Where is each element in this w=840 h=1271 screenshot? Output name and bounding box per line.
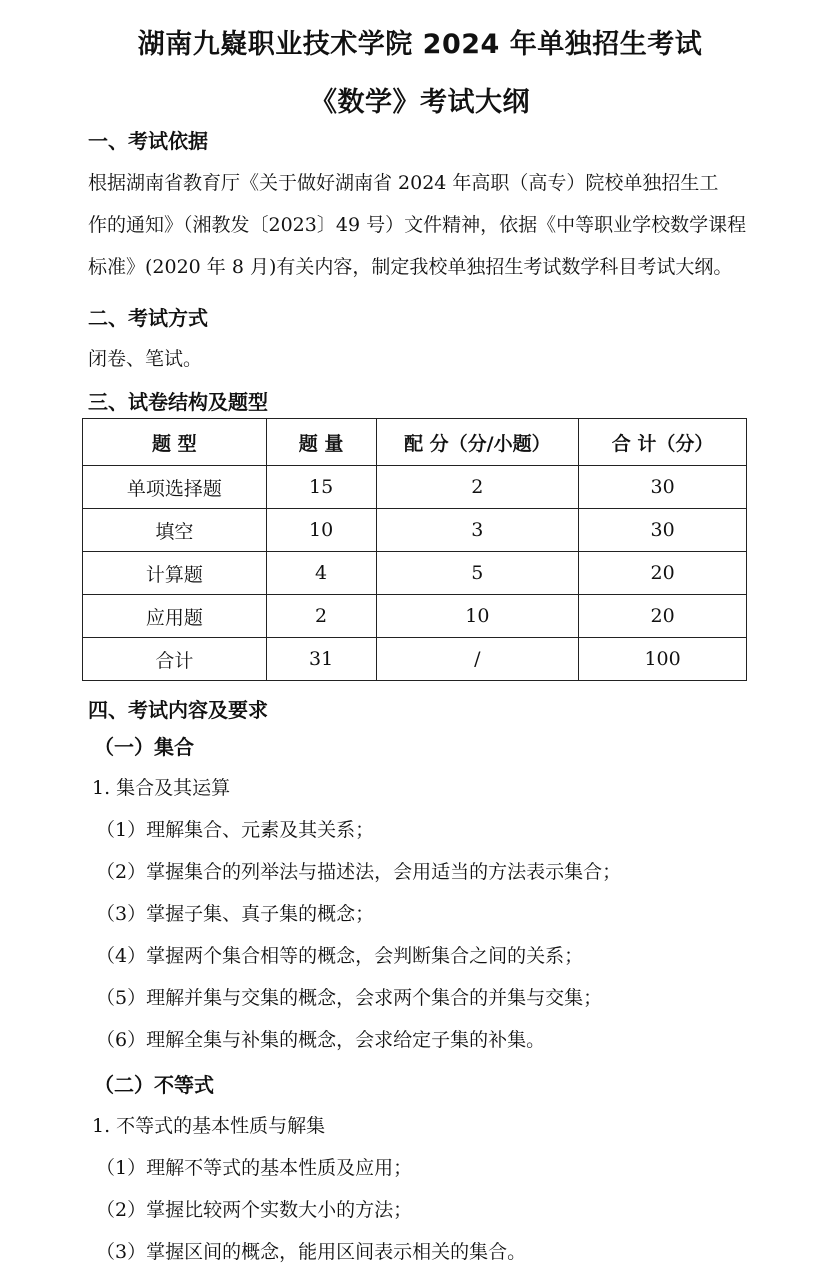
list-item: （2）掌握集合的列举法与描述法，会用适当的方法表示集合； [96,861,622,883]
table-cell: 单项选择题 [83,466,267,509]
subsection-heading-inequality: （二）不等式 [94,1073,214,1097]
table-cell: 2 [376,466,579,509]
list-item: （3）掌握子集、真子集的概念； [96,903,375,925]
section-heading-structure: 三、试卷结构及题型 [88,390,268,414]
table-cell: 15 [266,466,376,509]
table-cell: 填空 [83,509,267,552]
basis-line-1: 根据湖南省教育厅《关于做好湖南省 2024 年高职（高专）院校单独招生工 [88,172,719,194]
table-cell: 20 [579,552,747,595]
table-header-cell: 题 量 [266,419,376,466]
method-text: 闭卷、笔试。 [88,348,203,370]
table-cell: 100 [579,638,747,681]
table-cell: 计算题 [83,552,267,595]
basis-line-2: 作的通知》（湘教发〔2023〕49 号）文件精神，依据《中等职业学校数学课程 [88,214,747,236]
list-item: （4）掌握两个集合相等的概念，会判断集合之间的关系； [96,945,584,967]
table-cell: 30 [579,509,747,552]
table-cell: 2 [266,595,376,638]
list-item: （6）理解全集与补集的概念，会求给定子集的补集。 [96,1029,546,1051]
table-row [83,466,747,509]
table-cell: 5 [376,552,579,595]
table-cell: 应用题 [83,595,267,638]
basis-line-3: 标准》(2020 年 8 月)有关内容，制定我校单独招生考试数学科目考试大纲。 [88,256,733,278]
list-item: （1）理解集合、元素及其关系； [96,819,375,841]
table-row [83,509,747,552]
section-heading-method: 二、考试方式 [88,306,208,330]
table-cell: 合计 [83,638,267,681]
table-cell: 20 [579,595,747,638]
table-row [83,552,747,595]
table-header-cell: 配 分（分/小题） [376,419,579,466]
list-item: （2）掌握比较两个实数大小的方法； [96,1199,413,1221]
document-subtitle: 《数学》考试大纲 [310,87,530,118]
document-title: 湖南九嶷职业技术学院 2024 年单独招生考试 [137,29,703,60]
section-heading-basis: 一、考试依据 [88,129,208,153]
table-cell: 10 [266,509,376,552]
table-header-cell: 合 计（分） [579,419,747,466]
table-cell: / [376,638,579,681]
table-header-cell: 题 型 [83,419,267,466]
table-cell: 10 [376,595,579,638]
topic-inequality-properties: 1. 不等式的基本性质与解集 [92,1115,326,1137]
score-table [82,418,747,681]
subsection-heading-sets: （一）集合 [94,735,194,759]
table-cell: 31 [266,638,376,681]
table-row [83,595,747,638]
table-cell: 3 [376,509,579,552]
table-row [83,638,747,681]
section-heading-content: 四、考试内容及要求 [88,698,268,722]
topic-sets-operations: 1. 集合及其运算 [92,777,231,799]
list-item: （3）掌握区间的概念，能用区间表示相关的集合。 [96,1241,527,1263]
table-header-row [83,419,747,466]
table-cell: 4 [266,552,376,595]
list-item: （1）理解不等式的基本性质及应用； [96,1157,413,1179]
list-item: （5）理解并集与交集的概念，会求两个集合的并集与交集； [96,987,603,1009]
table-cell: 30 [579,466,747,509]
